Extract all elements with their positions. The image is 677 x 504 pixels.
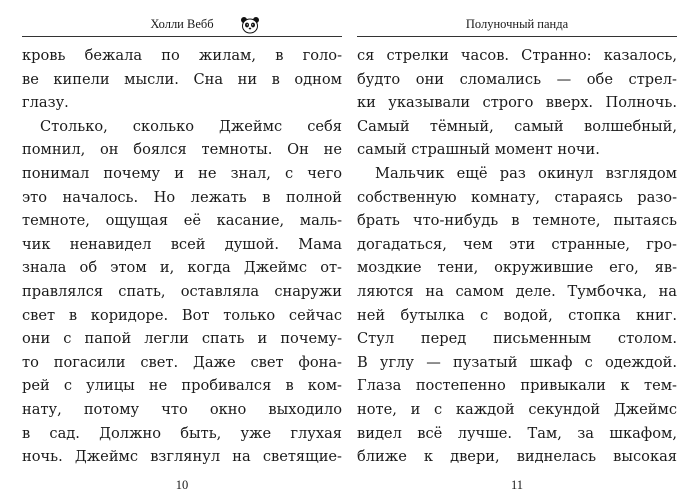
- text-line: догадаться, чем эти странные, гро-: [357, 235, 677, 253]
- page-number-right: 11: [510, 478, 524, 492]
- text-line: они с папой легли спать и почему-: [22, 330, 342, 348]
- text-line: самый страшный момент ночи.: [357, 141, 600, 159]
- page-number-left: 10: [175, 478, 189, 492]
- text-line: ночь. Джеймс взглянул на светящие-: [22, 448, 342, 466]
- text-line: Самый тёмный, самый волшебный,: [357, 117, 677, 135]
- text-line: свет в коридоре. Вот только сейчас: [22, 306, 342, 324]
- text-line: чик ненавидел всей душой. Мама: [22, 235, 342, 253]
- text-line: Глаза постепенно привыкали к тем-: [357, 377, 677, 395]
- text-line: кровь бежала по жилам, в голо-: [22, 47, 342, 64]
- text-line: видел всё лучше. Там, за шкафом,: [357, 424, 677, 442]
- panda-icon: [240, 16, 260, 34]
- text-line: ве кипели мысли. Сна ни в одном: [22, 70, 342, 88]
- right-running-header: [357, 10, 677, 37]
- text-line: ближе к двери, виднелась высокая: [357, 448, 677, 466]
- text-line: брать что-нибудь в темноте, пытаясь: [357, 212, 677, 230]
- author-name: Холли Вебб: [150, 17, 214, 31]
- text-line: будто они сломались — обе стрел-: [357, 70, 677, 88]
- text-line: глазу.: [22, 94, 69, 112]
- book-title: Полуночный панда: [465, 17, 569, 31]
- text-line: ноте, и с каждой секундой Джеймс: [357, 400, 677, 418]
- left-running-header: [22, 10, 342, 37]
- text-line: Стул перед письменным столом.: [357, 330, 677, 348]
- text-line: В углу — пузатый шкаф с одеждой.: [357, 353, 677, 371]
- text-line: это началось. Но лежать в полной: [22, 188, 342, 206]
- right-body-text: [357, 44, 677, 469]
- text-line: то погасили свет. Даже свет фона-: [22, 353, 342, 371]
- text-line: Мальчик ещё раз окинул взглядом: [375, 164, 677, 182]
- left-body-text: [22, 44, 342, 469]
- text-line: Столько, сколько Джеймс себя: [40, 117, 342, 135]
- text-line: собственную комнату, стараясь разо-: [357, 188, 677, 206]
- text-line: правлялся спать, оставляла снаружи: [22, 282, 342, 300]
- text-line: ляются на самом деле. Тумбочка, на: [357, 282, 677, 300]
- right-page: [357, 0, 677, 504]
- text-line: темноте, ощущая её касание, маль-: [22, 212, 342, 230]
- text-line: помнил, он боялся темноты. Он не: [22, 141, 342, 159]
- text-line: рей с улицы не пробивался в ком-: [22, 377, 342, 395]
- text-line: ки указывали строго вверх. Полночь.: [357, 94, 677, 112]
- text-line: ся стрелки часов. Странно: казалось,: [357, 47, 677, 64]
- text-line: понимал почему и не знал, с чего: [22, 164, 342, 182]
- text-line: знала об этом и, когда Джеймс от-: [22, 259, 342, 277]
- text-line: в сад. Должно быть, уже глухая: [22, 424, 342, 442]
- text-line: ней бутылка с водой, стопка книг.: [357, 306, 677, 324]
- left-page: [22, 0, 342, 504]
- text-line: нату, потому что окно выходило: [22, 400, 342, 418]
- text-line: моздкие тени, окружившие его, яв-: [357, 259, 677, 277]
